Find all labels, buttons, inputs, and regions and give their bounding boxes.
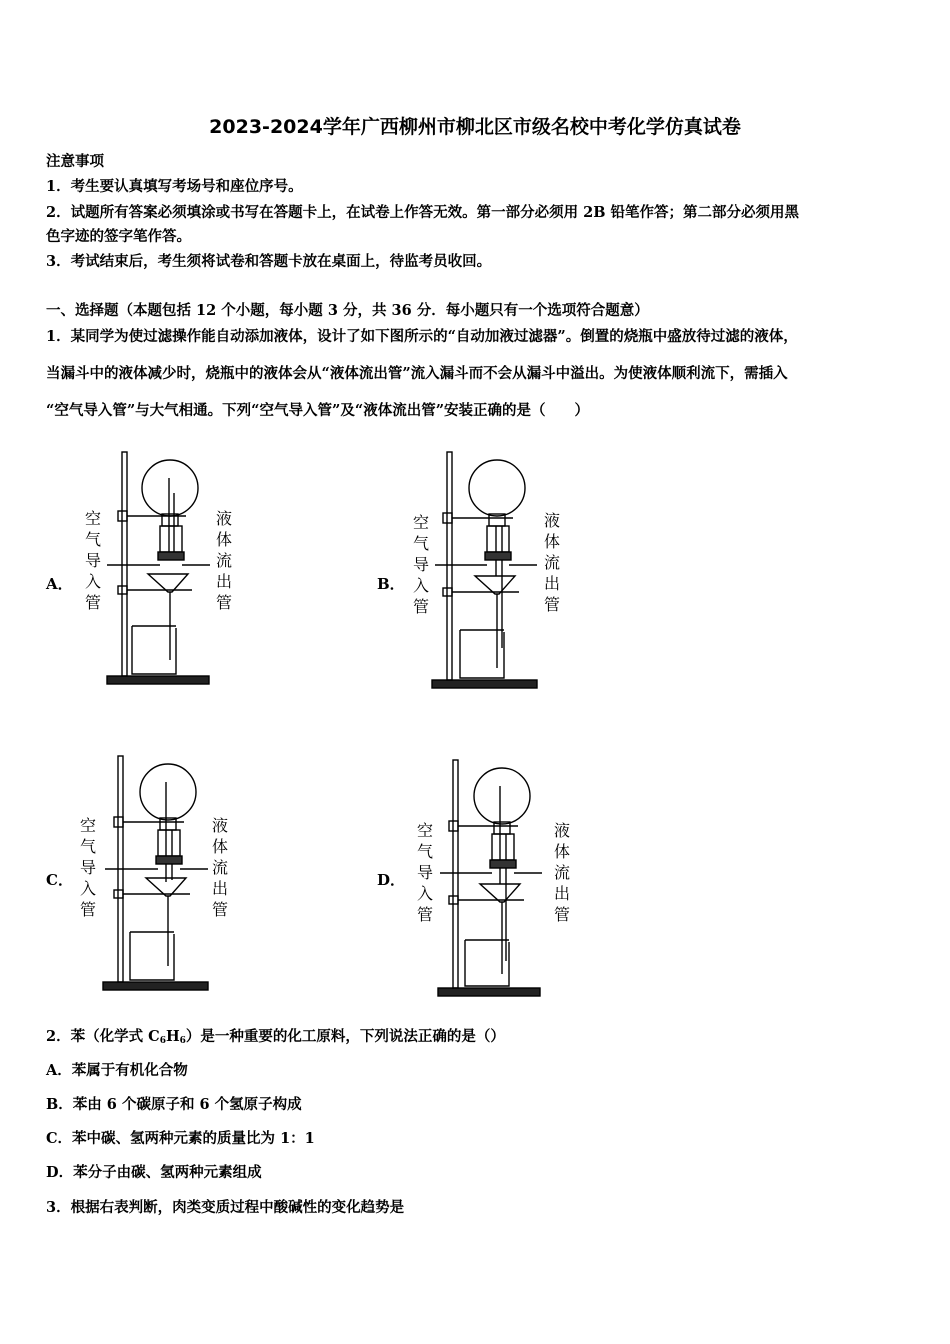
question-2-option-d: D．苯分子由碳、氢两种元素组成 <box>46 1164 262 1181</box>
liquid-outlet-label: 液体流出管 <box>215 509 232 612</box>
option-c-label: C． <box>46 871 73 889</box>
liquid-outlet-label: 液体流出管 <box>553 821 570 924</box>
question-2-option-c: C．苯中碳、氢两种元素的质量比为 1：1 <box>46 1130 315 1147</box>
page-title: 2023-2024学年广西柳州市柳北区市级名校中考化学仿真试卷 <box>209 116 741 138</box>
question-2-stem: 2．苯（化学式 $C_6H_6$）是一种重要的化工原料，下列说法正确的是（） <box>46 1028 505 1046</box>
question-2-option-a: A．苯属于有机化合物 <box>46 1062 188 1079</box>
option-b-label: B． <box>377 575 405 593</box>
option-d-label: D． <box>377 871 406 889</box>
air-inlet-label: 空气导入管 <box>84 509 101 612</box>
air-inlet-label: 空气导入管 <box>79 816 96 919</box>
question-1-line: 1．某同学为使过滤操作能自动添加液体，设计了如下图所示的“自动加液过滤器”。倒置的烧瓶中盛放待过滤的液体， <box>46 328 798 345</box>
notice-item: 1．考生要认真填写考场号和座位序号。 <box>46 178 303 195</box>
option-a-label: A． <box>46 575 73 593</box>
notice-item: 2．试题所有答案必须填涂或书写在答题卡上，在试卷上作答无效。第一部分必须用 2B 铅笔作答；第二部分必须用黑 <box>46 204 800 221</box>
liquid-outlet-label: 液体流出管 <box>543 511 560 614</box>
question-1-line: 当漏斗中的液体减少时，烧瓶中的液体会从“液体流出管”流入漏斗而不会从漏斗中溢出。为使液体顺利流下，需插入 <box>46 365 788 382</box>
liquid-outlet-label: 液体流出管 <box>211 816 228 919</box>
question-3-stem: 3．根据右表判断，肉类变质过程中酸碱性的变化趋势是 <box>46 1199 405 1216</box>
air-inlet-label: 空气导入管 <box>416 821 433 924</box>
notice-heading: 注意事项 <box>46 153 104 170</box>
section-heading: 一、选择题（本题包括 12 个小题，每小题 3 分，共 36 分．每小题只有一个选项符合题意） <box>46 302 649 319</box>
notice-item: 色字迹的签字笔作答。 <box>46 228 191 245</box>
notice-item: 3．考试结束后，考生须将试卷和答题卡放在桌面上，待监考员收回。 <box>46 253 492 270</box>
air-inlet-label: 空气导入管 <box>412 513 429 616</box>
question-2-option-b: B．苯由 6 个碳原子和 6 个氢原子构成 <box>46 1096 302 1113</box>
question-1-line: “空气导入管”与大气相通。下列“空气导入管”及“液体流出管”安装正确的是（ ） <box>46 402 590 419</box>
